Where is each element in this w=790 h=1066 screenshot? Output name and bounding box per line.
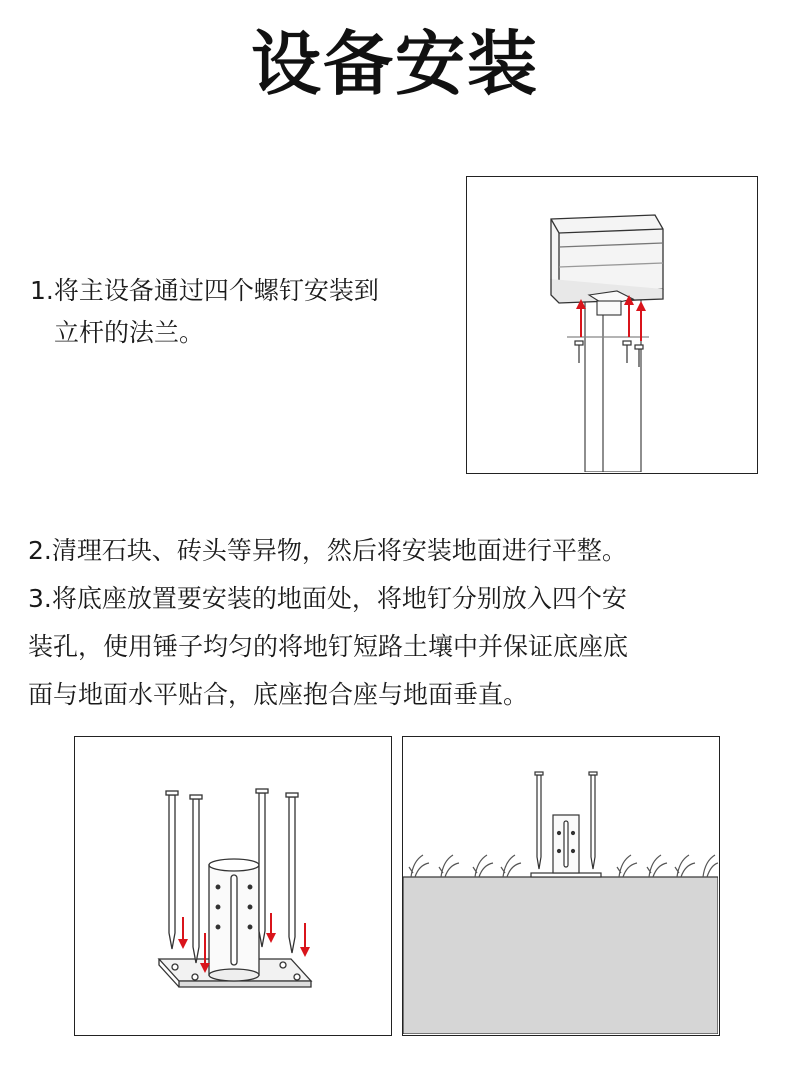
main-device	[551, 215, 663, 303]
step-1-line-2: 立杆的法兰。	[54, 318, 205, 347]
figure-device-mounting	[466, 176, 758, 474]
ground-soil	[403, 877, 718, 1034]
pole	[585, 297, 641, 472]
base-stakes-illustration	[75, 737, 390, 1034]
step-3-line-3: 面与地面水平贴合，底座抱合座与地面垂直。	[28, 680, 529, 709]
page-title: 设备安装	[251, 23, 539, 105]
figure-installed-in-ground	[402, 736, 720, 1036]
figure-base-with-stakes	[74, 736, 392, 1036]
step-2-line: 2.清理石块、砖头等异物，然后将安装地面进行平整。	[28, 536, 627, 565]
device-mounting-illustration	[467, 177, 756, 472]
step-1-text	[30, 270, 450, 354]
step-3-line-1: 3.将底座放置要安装的地面处，将地钉分别放入四个安	[28, 584, 627, 613]
sleeve	[209, 859, 259, 981]
installed-base-illustration	[403, 737, 718, 1034]
steps-2-3-text	[28, 527, 768, 719]
step-1-line-1: 1.将主设备通过四个螺钉安装到	[30, 276, 379, 305]
step-3-line-2: 装孔，使用锤子均匀的将地钉短路土壤中并保证底座底	[28, 632, 629, 661]
